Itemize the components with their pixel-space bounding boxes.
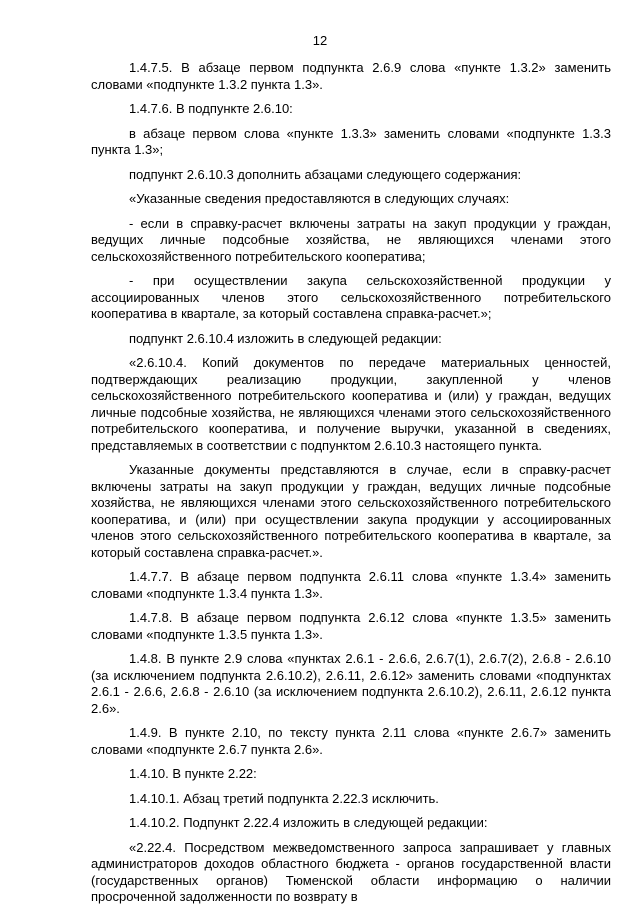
paragraph: «2.6.10.4. Копий документов по передаче материальных ценностей, подтверждающих реализацию продукции, закупленной у членов сельскохозяйственного потребительского кооператива и (или) у граждан, ведущих личные подсобные хозяйства, не являющихся членами этого сельскохозяйственного потребительского кооператива, и получение выручки, указанной в сведениях, представляемых в соответствии с подпунктом 2.6.10.3 настоящего пункта. [91,355,611,453]
paragraph: в абзаце первом слова «пункте 1.3.3» заменить словами «подпункте 1.3.3 пункта 1.3»; [91,125,611,157]
paragraph: 1.4.7.5. В абзаце первом подпункта 2.6.9 слова «пункте 1.3.2» заменить словами «подпункте 1.3.2 пункта 1.3». [91,60,611,92]
paragraph: 1.4.10.2. Подпункт 2.22.4 изложить в следующей редакции: [129,815,488,830]
paragraph: 1.4.8. В пункте 2.9 слова «пунктах 2.6.1 - 2.6.6, 2.6.7(1), 2.6.7(2), 2.6.8 - 2.6.10 (за исключением подпункта 2.6.10.2), 2.6.11, 2.6.12» заменить словами «подпунктах 2.6.1 - 2.6.6, 2.6.8 - 2.6.10 (за исключением подпункта 2.6.10.2), 2.6.11, 2.6.12 пункта 2.6». [91,651,611,716]
paragraph: 1.4.7.8. В абзаце первом подпункта 2.6.12 слова «пункте 1.3.5» заменить словами «подпункте 1.3.5 пункта 1.3». [91,610,611,642]
paragraph: «Указанные сведения предоставляются в следующих случаях: [129,191,510,206]
paragraph: подпункт 2.6.10.3 дополнить абзацами следующего содержания: [129,166,522,182]
paragraph: подпункт 2.6.10.4 изложить в следующей редакции: [129,330,442,346]
paragraph: «2.22.4. Посредством межведомственного запроса запрашивает у главных администраторов доходов областного бюджета - органов государственной власти (государственных органов) Тюменской области информацию о наличии просроченной задолженности по возврату в [91,839,611,904]
paragraph: 1.4.10. В пункте 2.22: [129,766,257,781]
paragraph: - при осуществлении закупа сельскохозяйственной продукции у ассоциированных членов этого сельскохозяйственного потребительского кооператива в квартале, за который составлена справка-расчет.»; [91,273,611,321]
paragraph: 1.4.9. В пункте 2.10, по тексту пункта 2.11 слова «пункте 2.6.7» заменить словами «подпункте 2.6.7 пункта 2.6». [91,725,611,757]
paragraph: 1.4.7.6. В подпункте 2.6.10: [129,101,293,116]
document-body [91,60,611,914]
paragraph: 1.4.10.1. Абзац третий подпункта 2.22.3 исключить. [129,790,439,806]
paragraph: Указанные документы представляются в случае, если в справку-расчет включены затраты на закуп продукции у граждан, ведущих личные подсобные хозяйства, не являющихся членами этого сельскохозяйственного потребительского кооператива, и (или) при осуществлении закупа продукции у ассоциированных членов этого сельскохозяйственного потребительского кооператива в квартале, за который составлена справка-расчет.». [91,462,611,560]
paragraph: - если в справку-расчет включены затраты на закуп продукции у граждан, ведущих личные подсобные хозяйства, не являющихся членами этого сельскохозяйственного потребительского кооператива; [91,215,611,264]
page-number: 12 [312,33,328,48]
paragraph: 1.4.7.7. В абзаце первом подпункта 2.6.11 слова «пункте 1.3.4» заменить словами «подпункте 1.3.4 пункта 1.3». [91,569,611,601]
